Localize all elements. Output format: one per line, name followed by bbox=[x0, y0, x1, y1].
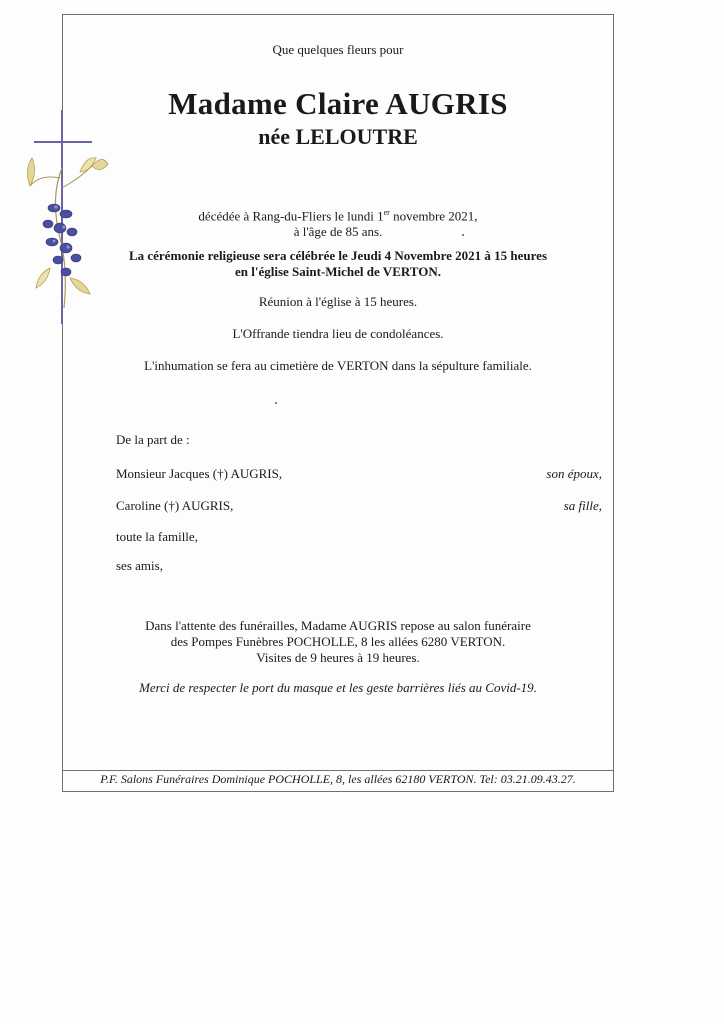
inhumation-text: L'inhumation se fera au cimetière de VERTON dans la sépulture familiale. bbox=[144, 358, 532, 373]
death-details bbox=[62, 205, 614, 240]
death-date-text: décédée à Rang-du-Fliers le lundi 1 bbox=[198, 208, 384, 224]
deceased-name: Madame Claire AUGRIS bbox=[168, 86, 508, 121]
death-date-line bbox=[62, 205, 614, 224]
funeral-line-3: Visites de 9 heures à 19 heures. bbox=[256, 650, 420, 665]
maiden-name: née LELOUTRE bbox=[258, 124, 418, 149]
scan-speck bbox=[275, 402, 277, 404]
funeral-line-2: des Pompes Funèbres POCHOLLE, 8 les allées 6280 VERTON. bbox=[170, 634, 506, 649]
family-member-name: Monsieur Jacques (†) AUGRIS, bbox=[116, 466, 283, 481]
family-member-relation: sa fille, bbox=[563, 498, 602, 513]
funeral-line-1: Dans l'attente des funérailles, Madame AUGRIS repose au salon funéraire bbox=[145, 618, 531, 633]
footer-divider bbox=[62, 770, 614, 771]
family-member-name: ses amis, bbox=[116, 558, 163, 573]
funeral-details bbox=[62, 618, 614, 666]
footer-contact: P.F. Salons Funéraires Dominique POCHOLLE, 8, les allées 62180 VERTON. Tel: 03.21.09.43.27. bbox=[100, 772, 576, 786]
ceremony-details bbox=[62, 248, 614, 280]
reunion-text: Réunion à l'église à 15 heures. bbox=[258, 294, 418, 309]
family-member-name: toute la famille, bbox=[116, 529, 198, 544]
death-month-text: novembre 2021, bbox=[389, 208, 478, 224]
ceremony-line-2: en l'église Saint-Michel de VERTON. bbox=[235, 264, 441, 279]
age-line: à l'âge de 85 ans. bbox=[293, 224, 383, 240]
ordinal-suffix: er bbox=[383, 208, 390, 217]
family-intro: De la part de : bbox=[116, 432, 190, 447]
family-member-relation: son époux, bbox=[546, 466, 602, 481]
intro-text: Que quelques fleurs pour bbox=[272, 42, 404, 57]
covid-notice: Merci de respecter le port du masque et les geste barrières liés au Covid-19. bbox=[139, 680, 537, 695]
family-member-name: Caroline (†) AUGRIS, bbox=[116, 498, 234, 513]
offrande-text: L'Offrande tiendra lieu de condoléances. bbox=[232, 326, 444, 341]
cross-flowers-icon bbox=[20, 108, 110, 328]
scan-speck bbox=[462, 234, 464, 236]
ceremony-line-1: La cérémonie religieuse sera célébrée le Jeudi 4 Novembre 2021 à 15 heures bbox=[128, 248, 548, 263]
